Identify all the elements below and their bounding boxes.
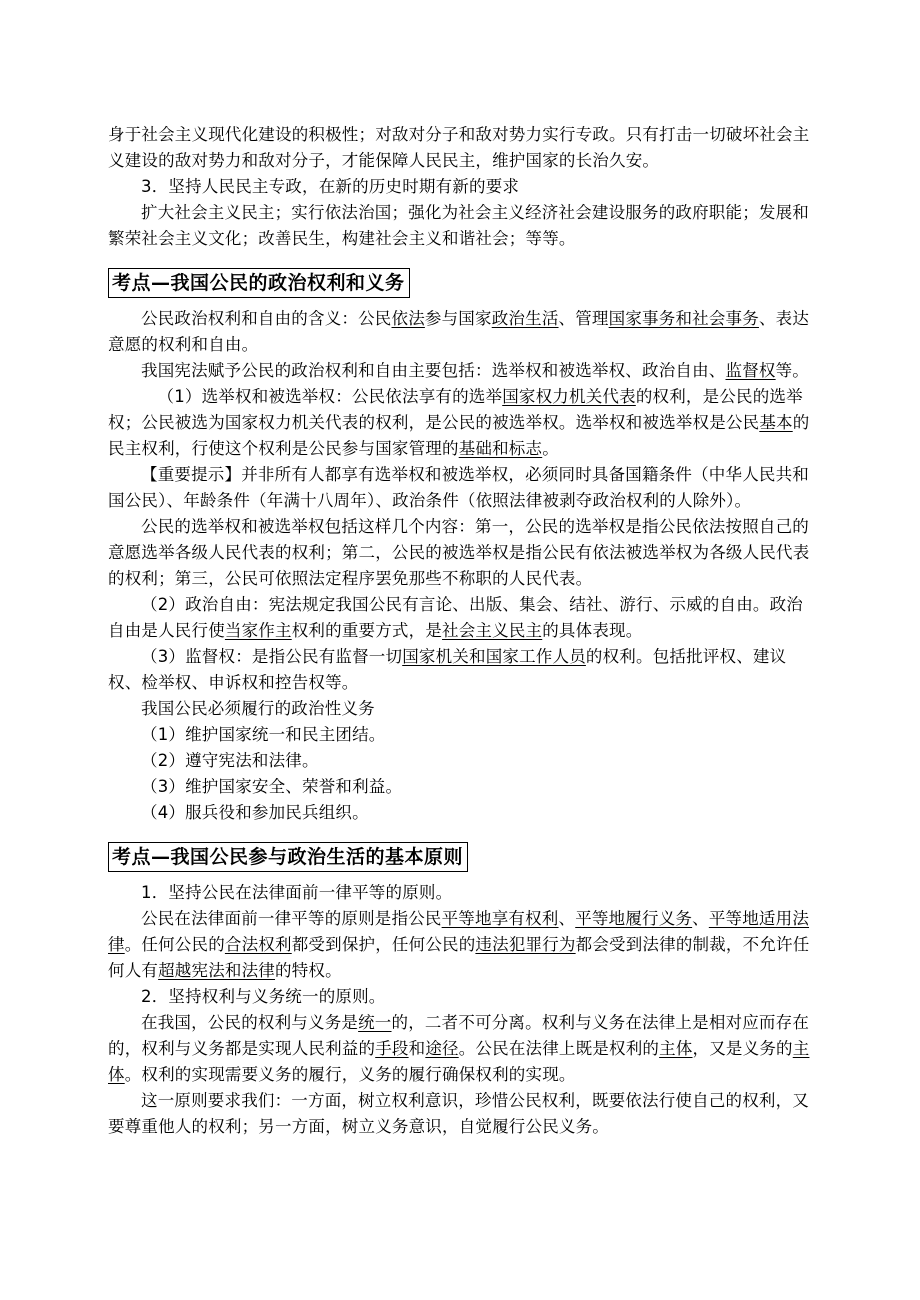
unity-paragraph: 在我国，公民的权利与义务是统一的，二者不可分离。权利与义务在法律上是相对应而存在的，权利与义务都是实现人民利益的手段和途径。公民在法律上既是权利的主体，又是义务的主体。权利的实现需要义务的履行，义务的履行确保权利的实现。 <box>108 1013 810 1084</box>
point-3-title: 3．坚持人民民主专政，在新的历史时期有新的要求 <box>141 177 520 196</box>
important-tip: 【重要提示】并非所有人都享有选举权和被选举权，必须同时具备国籍条件（中华人民共和国公民）、年龄条件（年满十八周年）、政治条件（依照法律被剥夺政治权利的人除外）。 <box>108 465 810 510</box>
election-rights-paragraph: （1）选举权和被选举权：公民依法享有的选举国家权力机关代表的权利，是公民的选举权；公民被选为国家权力机关代表的权利，是公民的被选举权。选举权和被选举权是公民基本的民主权利，行使这个权利是公民参与国家管理的基础和标志。 <box>108 387 810 458</box>
election-content-paragraph: 公民的选举权和被选举权包括这样几个内容：第一，公民的选举权是指公民依法按照自己的意愿选举各级人民代表的权利；第二，公民的被选举权是指公民有依法被选举权为各级人民代表的权利；第三，公民可依照法定程序罢免那些不称职的人民代表。 <box>108 517 810 588</box>
principle-1-title: 1．坚持公民在法律面前一律平等的原则。 <box>141 883 453 902</box>
section-heading-political-rights: 考点—我国公民的政治权利和义务 <box>108 268 410 298</box>
tip-label: 【重要提示】 <box>141 465 242 484</box>
duty-item: （3）维护国家安全、荣誉和利益。 <box>141 777 403 796</box>
point-3-body: 扩大社会主义民主；实行依法治国；强化为社会主义经济社会建设服务的政府职能；发展和繁荣社会主义文化；改善民生，构建社会主义和谐社会；等等。 <box>108 203 809 248</box>
duty-item: （2）遵守宪法和法律。 <box>141 751 319 770</box>
duties-title: 我国公民必须履行的政治性义务 <box>141 699 375 718</box>
equality-paragraph: 公民在法律面前一律平等的原则是指公民平等地享有权利、平等地履行义务、平等地适用法律。任何公民的合法权利都受到保护，任何公民的违法犯罪行为都会受到法律的制裁，不允许任何人有超越宪法和法律的特权。 <box>108 909 810 980</box>
constitution-rights-paragraph: 我国宪法赋予公民的政治权利和自由主要包括：选举权和被选举权、政治自由、监督权等。 <box>141 361 810 380</box>
political-freedom-paragraph: （2）政治自由：宪法规定我国公民有言论、出版、集会、结社、游行、示威的自由。政治自由是人民行使当家作主权利的重要方式，是社会主义民主的具体表现。 <box>108 595 803 640</box>
supervision-rights-paragraph: （3）监督权：是指公民有监督一切国家机关和国家工作人员的权利。包括批评权、建议权、检举权、申诉权和控告权等。 <box>108 647 787 692</box>
document-page <box>108 122 812 1140</box>
section-heading-basic-principles: 考点—我国公民参与政治生活的基本原则 <box>108 842 468 872</box>
requirement-paragraph: 这一原则要求我们：一方面，树立权利意识，珍惜公民权利，既要依法行使自己的权利，又要尊重他人的权利；另一方面，树立义务意识，自觉履行公民义务。 <box>108 1091 809 1136</box>
intro-paragraph: 身于社会主义现代化建设的积极性；对敌对分子和敌对势力实行专政。只有打击一切破坏社会主义建设的敌对势力和敌对分子，才能保障人民民主，维护国家的长治久安。 <box>108 125 810 170</box>
duty-item: （1）维护国家统一和民主团结。 <box>141 725 386 744</box>
political-rights-definition: 公民政治权利和自由的含义：公民依法参与国家政治生活、管理国家事务和社会事务、表达意愿的权利和自由。 <box>108 309 810 354</box>
duty-item: （4）服兵役和参加民兵组织。 <box>141 803 369 822</box>
principle-2-title: 2．坚持权利与义务统一的原则。 <box>141 987 386 1006</box>
